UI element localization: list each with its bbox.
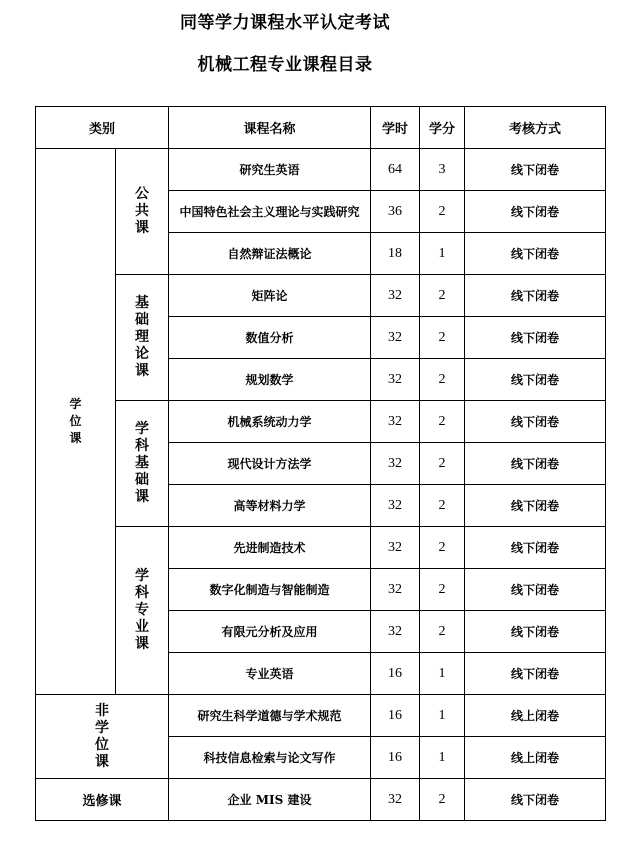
course-exam: 线下闭卷 bbox=[465, 317, 606, 359]
course-exam: 线下闭卷 bbox=[465, 569, 606, 611]
course-name: 研究生英语 bbox=[169, 149, 371, 191]
group-degree-label: 学位课 bbox=[69, 397, 82, 445]
course-hours: 32 bbox=[371, 485, 420, 527]
course-name: 科技信息检索与论文写作 bbox=[169, 737, 371, 779]
table-row bbox=[36, 527, 606, 569]
course-credits: 2 bbox=[420, 191, 465, 233]
course-credits: 2 bbox=[420, 275, 465, 317]
course-exam: 线下闭卷 bbox=[465, 233, 606, 275]
group-public bbox=[116, 149, 169, 275]
course-hours: 16 bbox=[371, 653, 420, 695]
table-row bbox=[36, 401, 606, 443]
group-non-degree-label: 非学位课 bbox=[95, 702, 109, 770]
course-exam: 线下闭卷 bbox=[465, 191, 606, 233]
group-discipline-major bbox=[116, 527, 169, 695]
course-name: 研究生科学道德与学术规范 bbox=[169, 695, 371, 737]
table-row bbox=[36, 149, 606, 191]
course-exam: 线下闭卷 bbox=[465, 275, 606, 317]
header-exam: 考核方式 bbox=[465, 107, 606, 149]
course-exam: 线下闭卷 bbox=[465, 527, 606, 569]
course-exam: 线下闭卷 bbox=[465, 611, 606, 653]
group-discipline-basic-label: 学科基础课 bbox=[135, 421, 149, 505]
course-name: 专业英语 bbox=[169, 653, 371, 695]
course-credits: 2 bbox=[420, 611, 465, 653]
course-credits: 2 bbox=[420, 443, 465, 485]
course-hours: 32 bbox=[371, 443, 420, 485]
group-basic-theory bbox=[116, 275, 169, 401]
course-name: 有限元分析及应用 bbox=[169, 611, 371, 653]
course-credits: 2 bbox=[420, 401, 465, 443]
document-title: 同等学力课程水平认定考试 bbox=[180, 13, 390, 33]
table-header-row bbox=[36, 107, 606, 149]
header-credits: 学分 bbox=[420, 107, 465, 149]
course-hours: 36 bbox=[371, 191, 420, 233]
course-name: 现代设计方法学 bbox=[169, 443, 371, 485]
course-table bbox=[35, 106, 606, 821]
course-name: 规划数学 bbox=[169, 359, 371, 401]
course-exam: 线上闭卷 bbox=[465, 737, 606, 779]
course-exam: 线下闭卷 bbox=[465, 653, 606, 695]
course-exam: 线下闭卷 bbox=[465, 443, 606, 485]
group-degree bbox=[36, 149, 116, 695]
table-row bbox=[36, 779, 606, 821]
course-credits: 2 bbox=[420, 359, 465, 401]
course-name: 先进制造技术 bbox=[169, 527, 371, 569]
table-row bbox=[36, 275, 606, 317]
header-hours: 学时 bbox=[371, 107, 420, 149]
course-credits: 2 bbox=[420, 527, 465, 569]
course-credits: 3 bbox=[420, 149, 465, 191]
course-hours: 32 bbox=[371, 401, 420, 443]
course-exam: 线下闭卷 bbox=[465, 401, 606, 443]
course-hours: 16 bbox=[371, 695, 420, 737]
course-name: 数值分析 bbox=[169, 317, 371, 359]
course-hours: 32 bbox=[371, 275, 420, 317]
course-exam: 线上闭卷 bbox=[465, 695, 606, 737]
course-name: 企业 MIS 建设 bbox=[169, 779, 371, 821]
course-exam: 线下闭卷 bbox=[465, 485, 606, 527]
group-basic-theory-label: 基础理论课 bbox=[135, 295, 149, 379]
course-credits: 1 bbox=[420, 695, 465, 737]
group-discipline-basic bbox=[116, 401, 169, 527]
group-non-degree bbox=[36, 695, 169, 779]
course-hours: 32 bbox=[371, 317, 420, 359]
table-row bbox=[36, 695, 606, 737]
header-course-name: 课程名称 bbox=[169, 107, 371, 149]
course-exam: 线下闭卷 bbox=[465, 149, 606, 191]
course-name: 机械系统动力学 bbox=[169, 401, 371, 443]
course-name: 矩阵论 bbox=[169, 275, 371, 317]
group-discipline-major-label: 学科专业课 bbox=[135, 568, 149, 652]
group-elective: 选修课 bbox=[36, 779, 169, 821]
course-hours: 32 bbox=[371, 527, 420, 569]
course-credits: 2 bbox=[420, 779, 465, 821]
group-public-label: 公共课 bbox=[135, 186, 149, 236]
course-name: 中国特色社会主义理论与实践研究 bbox=[169, 191, 371, 233]
course-hours: 32 bbox=[371, 611, 420, 653]
course-hours: 32 bbox=[371, 569, 420, 611]
course-credits: 2 bbox=[420, 485, 465, 527]
course-credits: 1 bbox=[420, 737, 465, 779]
course-credits: 2 bbox=[420, 317, 465, 359]
course-name: 数字化制造与智能制造 bbox=[169, 569, 371, 611]
course-hours: 64 bbox=[371, 149, 420, 191]
course-hours: 32 bbox=[371, 779, 420, 821]
course-hours: 32 bbox=[371, 359, 420, 401]
course-credits: 1 bbox=[420, 233, 465, 275]
header-category: 类别 bbox=[36, 107, 169, 149]
course-name: 高等材料力学 bbox=[169, 485, 371, 527]
document-subtitle: 机械工程专业课程目录 bbox=[197, 55, 373, 75]
course-credits: 1 bbox=[420, 653, 465, 695]
course-hours: 18 bbox=[371, 233, 420, 275]
course-exam: 线下闭卷 bbox=[465, 779, 606, 821]
course-name: 自然辩证法概论 bbox=[169, 233, 371, 275]
course-credits: 2 bbox=[420, 569, 465, 611]
course-hours: 16 bbox=[371, 737, 420, 779]
course-exam: 线下闭卷 bbox=[465, 359, 606, 401]
